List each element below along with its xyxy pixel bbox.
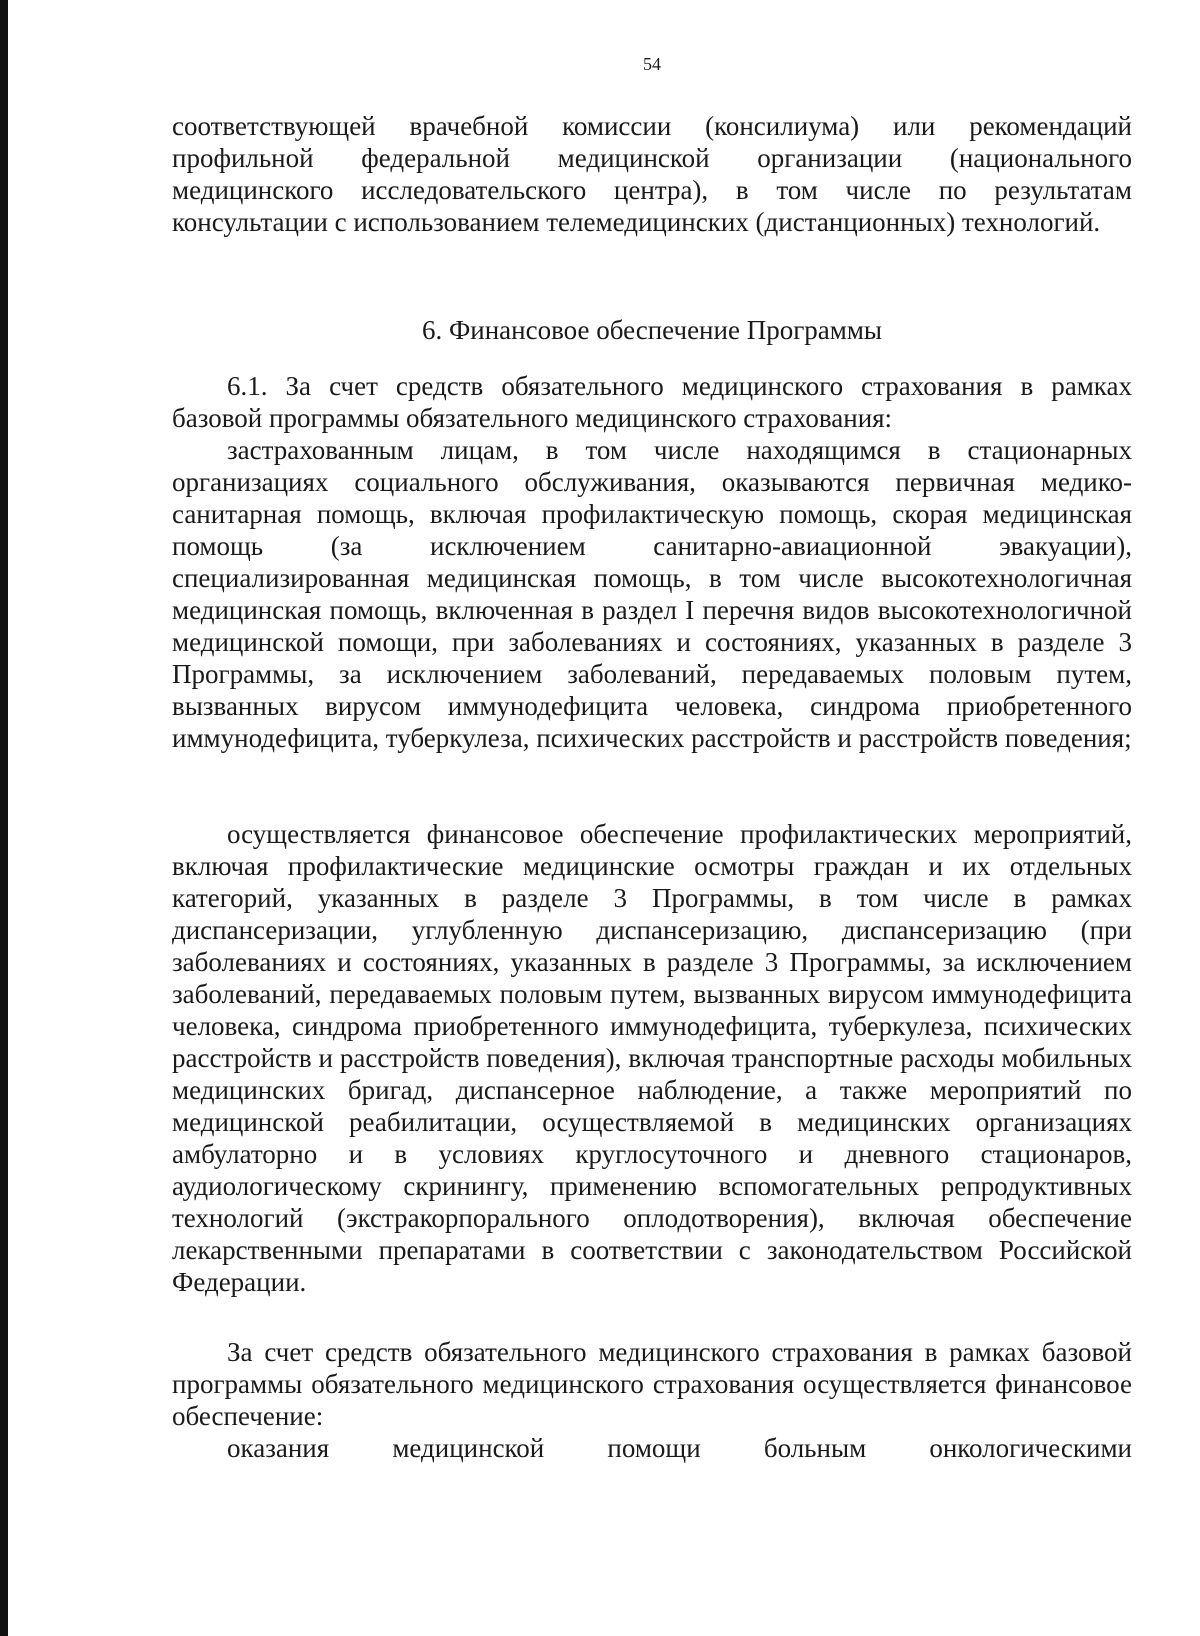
paragraph-insured-persons: застрахованным лицам, в том числе находящимся в стационарных организациях социального обслуживания, оказываются первичная медико-санитарная помощь, включая профилактическую помощь, скорая медицинская помощь (за исключением санитарно-авиационной эвакуации), специализированная медицинская помощь, в том числе высокотехнологичная медицинская помощь, включенная в раздел I перечня видов высокотехнологичной медицинской помощи, при заболеваниях и состояниях, указанных в разделе 3 Программы, за исключением заболеваний, передаваемых половым путем, вызванных вирусом иммунодефицита человека, синдрома приобретенного иммунодефицита, туберкулеза, психических расстройств и расстройств поведения; [172, 435, 1132, 753]
scan-edge [0, 0, 8, 1636]
paragraph-continuation: соответствующей врачебной комиссии (консилиума) или рекомендаций профильной федеральной медицинской организации (национального медицинского исследовательского центра), в том числе по результатам консультации с использованием телемедицинских (дистанционных) технологий. [172, 111, 1132, 237]
paragraph-6-1: 6.1. За счет средств обязательного медицинского страхования в рамках базовой программы обязательного медицинского страхования: [172, 371, 1132, 433]
document-page [172, 0, 1132, 1636]
paragraph-financing: За счет средств обязательного медицинского страхования в рамках базовой программы обязательного медицинского страхования осуществляется финансовое обеспечение: [172, 1337, 1132, 1431]
section-heading: 6. Финансовое обеспечение Программы [421, 315, 883, 345]
page-number: 54 [643, 54, 661, 74]
paragraph-oncology: оказания медицинской помощи больным онкологическими [227, 1433, 1132, 1463]
paragraph-preventive-measures: осуществляется финансовое обеспечение профилактических мероприятий, включая профилактические медицинские осмотры граждан и их отдельных категорий, указанных в разделе 3 Программы, в том числе в рамках диспансеризации, углубленную диспансеризацию, диспансеризацию (при заболеваниях и состояниях, указанных в разделе 3 Программы, за исключением заболеваний, передаваемых половым путем, вызванных вирусом иммунодефицита человека, синдрома приобретенного иммунодефицита, туберкулеза, психических расстройств и расстройств поведения), включая транспортные расходы мобильных медицинских бригад, диспансерное наблюдение, а также мероприятий по медицинской реабилитации, осуществляемой в медицинских организациях амбулаторно и в условиях круглосуточного и дневного стационаров, аудиологическому скринингу, применению вспомогательных репродуктивных технологий (экстракорпорального оплодотворения), включая обеспечение лекарственными препаратами в соответствии с законодательством Российской Федерации. [172, 819, 1132, 1297]
